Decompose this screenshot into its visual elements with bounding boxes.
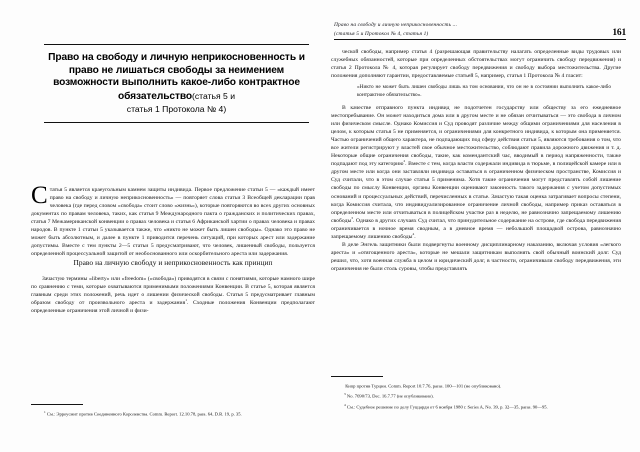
paragraph-liberty-freedom [31,275,315,315]
footnote-item [331,391,621,400]
paragraph-starting-point-text: В качестве отправного пункта индивид не подотчетен государству или обществу за его ежедневное местопребывание. Он может находиться дома или в другом месте и не обязан отчитываться — это свобода в личном или физическом смысле. Однако Комиссия и Суд проводят различие между общими ограничениями для населения в целом, к которым статья 5 не применяется, и ограничениями для конкретного индивида, к которым она применяется. Частью ограничений общего характера, не подпадающих под сферу действия статьи 5, являются требования о том, что все жители регистрируют у властей свое обычное местожительство, соблюдают правила дорожного движения и т. д. Некоторые общие ограничения свободы, такие, как комендантский час, вводимый в период напряженности, также подпадают под эту категорию [331,105,621,168]
footnote-separator-left [31,404,83,405]
running-header-row [334,29,626,40]
footnote-text: См.: Судебное решение по делу Гуццарди от 6 ноября 1980 г. Series A, No. 39, p. 32—35, paras. 90—95. [346,404,548,410]
footnote-separator-right [331,376,383,377]
running-header [334,22,626,40]
opening-paragraph-text: татья 5 является краеугольным камнем защиты индивида. Первое предложение статьи 5 — «каждый имеет право на свободу и личную неприкосновенность» — повторяет слова статьи 3 Всеобщей декларации прав человека (где перед словом «свобода» стоит слово «жизнь»), которые повторяются во всех других основных документах по правам человека, таких, как статья 9 Международного пакта о гражданских и политических правах, статья 7 Межамериканской конвенции о правах человека и статья 6 Африканской хартии о правах человека и правах народов. В пункте 1 статьи 5 указывается также, что «никто не может быть лишен свободы». Однако это право не может быть абсолютным, и далее в пункте 1 приводится перечень ситуаций, при которых арест или задержание допустимы. Вместе с тем пункты 2—5 статьи 5 предусматривают, что человек, лишенный свободы, пользуется определенной процессуальной защитой от необоснованного или оскорбительного ареста или задержания. [31,187,315,258]
footnotes-right [331,376,621,412]
footnote-ref-2: 2 [403,159,406,164]
page-title-main: Право на свободу и личную неприкосновенность и право не лишаться свободы за неимением возможности выполнить какое-либо контрактное [48,52,305,89]
body-column-right [331,48,621,273]
footnote-text: No. 7690/73, Dec. 16.7.77 (не опубликовано). [346,393,434,399]
section-subheading: Право на личную свободу и неприкосновенность как принцип [73,258,273,268]
paragraph-liberty-freedom-text: Зачастую термины «liberty» или «freedom» («свобода») приводятся в связи с понятиями, которые намного шире по сравнению с теми, которые охватываются применимыми положениями Конвенции. В статье 5, которая является главным среди этих положений, речь идет о лишении физической свободы. Статья 5 предусматривает главным образом свободу от произвольного ареста и задержания [31,276,315,307]
footnote-number: 4 [344,402,346,407]
protocol-quote: «Никто не может быть лишен свободы лишь на том основании, что он не в состоянии выполнить какое-либо контрактное обязательство». [357,84,611,98]
drop-cap: С [31,182,48,209]
footnote-number: 1 [44,409,46,414]
footnote-text: Кипр против Турции. Comm. Report 10.7.76, paras. 100—101 (не опубликовано). [345,383,502,389]
page-title-main-tail: обязательство [117,90,192,102]
page-title-article-ref-2: статья 1 Протокола № 4) [126,104,227,115]
running-header-subtitle: (статья 5 и Протокол № 4, статья 1) [334,31,429,37]
page-title-article-ref: (статья 5 и [192,90,236,101]
title-rule-top [44,44,309,45]
opening-paragraph [31,182,315,258]
footnote-ref-3: 3 [351,215,353,220]
page-title [44,52,309,116]
paragraph-engel-case: В деле Энгель защитники были подвергнуты военному дисциплинарному наказанию, включая условия «легкого ареста» и «отягощенного ареста», которые не мешали защитникам выполнять свой обычный воинский долг. Суд решил, что, хотя военная служба в целом и юридический долг, в частности, ограничивали свободу передвижения, эти ограничения не были столь суровы, чтобы представлять [331,241,621,272]
footnote-item [331,402,621,411]
footnote-item [31,409,315,418]
footnote-ref-4: 4 [412,231,415,236]
paragraph-starting-point [331,104,621,241]
title-rule-bottom [44,122,309,123]
footnote-text: См.: Эрроусмит против Соединенного Королевства. Comm. Report. 12.10.78, para. 64, D.R. 19, p. 35. [46,411,242,417]
page-number: 161 [612,28,626,38]
footnote-item [331,381,621,390]
paragraph-island-text: . Однако в других случаях Суд считал, что принудительное содержание на острове, где свобода передвижения ограничивается в ночное время сводным, а в дневное время — небольшой площадкой острова, равнозначно запрещаемому лишению свободы [331,217,621,240]
paragraph-starting-point-tail: . Вместе с тем, когда власти содержали индивида в тюрьме, в полицейской камере или в другом месте или когда они заставляли индивида оставаться в ограниченном физическом пространстве, Комиссия и Суд считали, что в этом случае статья 5 применима. Хотя такие ограничения могут представлять собой лишение свободы по смыслу Конвенции, органы Конвенции оценивают законность такого задержания с учетом допустимых оснований и процессуальных действий, перечисленных в статье. Зачастую такая оценка затрагивает вопросы степени, когда Комиссия считала, что индивидуализированное ограничение личной свободы, например приказ оставаться в определенном месте или отчитываться в полицейском участке раз в неделю, не равнозначно запрещаемому лишению свободы [331,161,621,224]
paragraph-physical-freedom: ческой свободы, например статья 4 (разрешающая правительству налагать определенные виды трудовых или служебных обязанностей, которые при определенных обстоятельствах могут ограничить свободу передвижения) и статья 2 Протокола № 4, которая регулирует свободу передвижения и свободу выбора местожительства. Другие положения дополняют гарантии, предоставляемые статьей 5, например, статья 1 Протокола № 4 гласит: [331,49,621,80]
footnote-ref-1: 1 [185,298,187,303]
chapter-title-block [44,44,309,123]
body-column-left [31,182,315,315]
footnotes-left [31,404,315,419]
paragraph-liberty-freedom-tail: . Сходные положения Конвенции предполагают определенные ограничения этой личной и физи- [31,300,315,315]
footnote-number: 3 [344,392,346,397]
running-header-title: Право на свободу и личную неприкосновенность ... [334,22,458,28]
paragraph-island-tail: . [414,233,416,240]
